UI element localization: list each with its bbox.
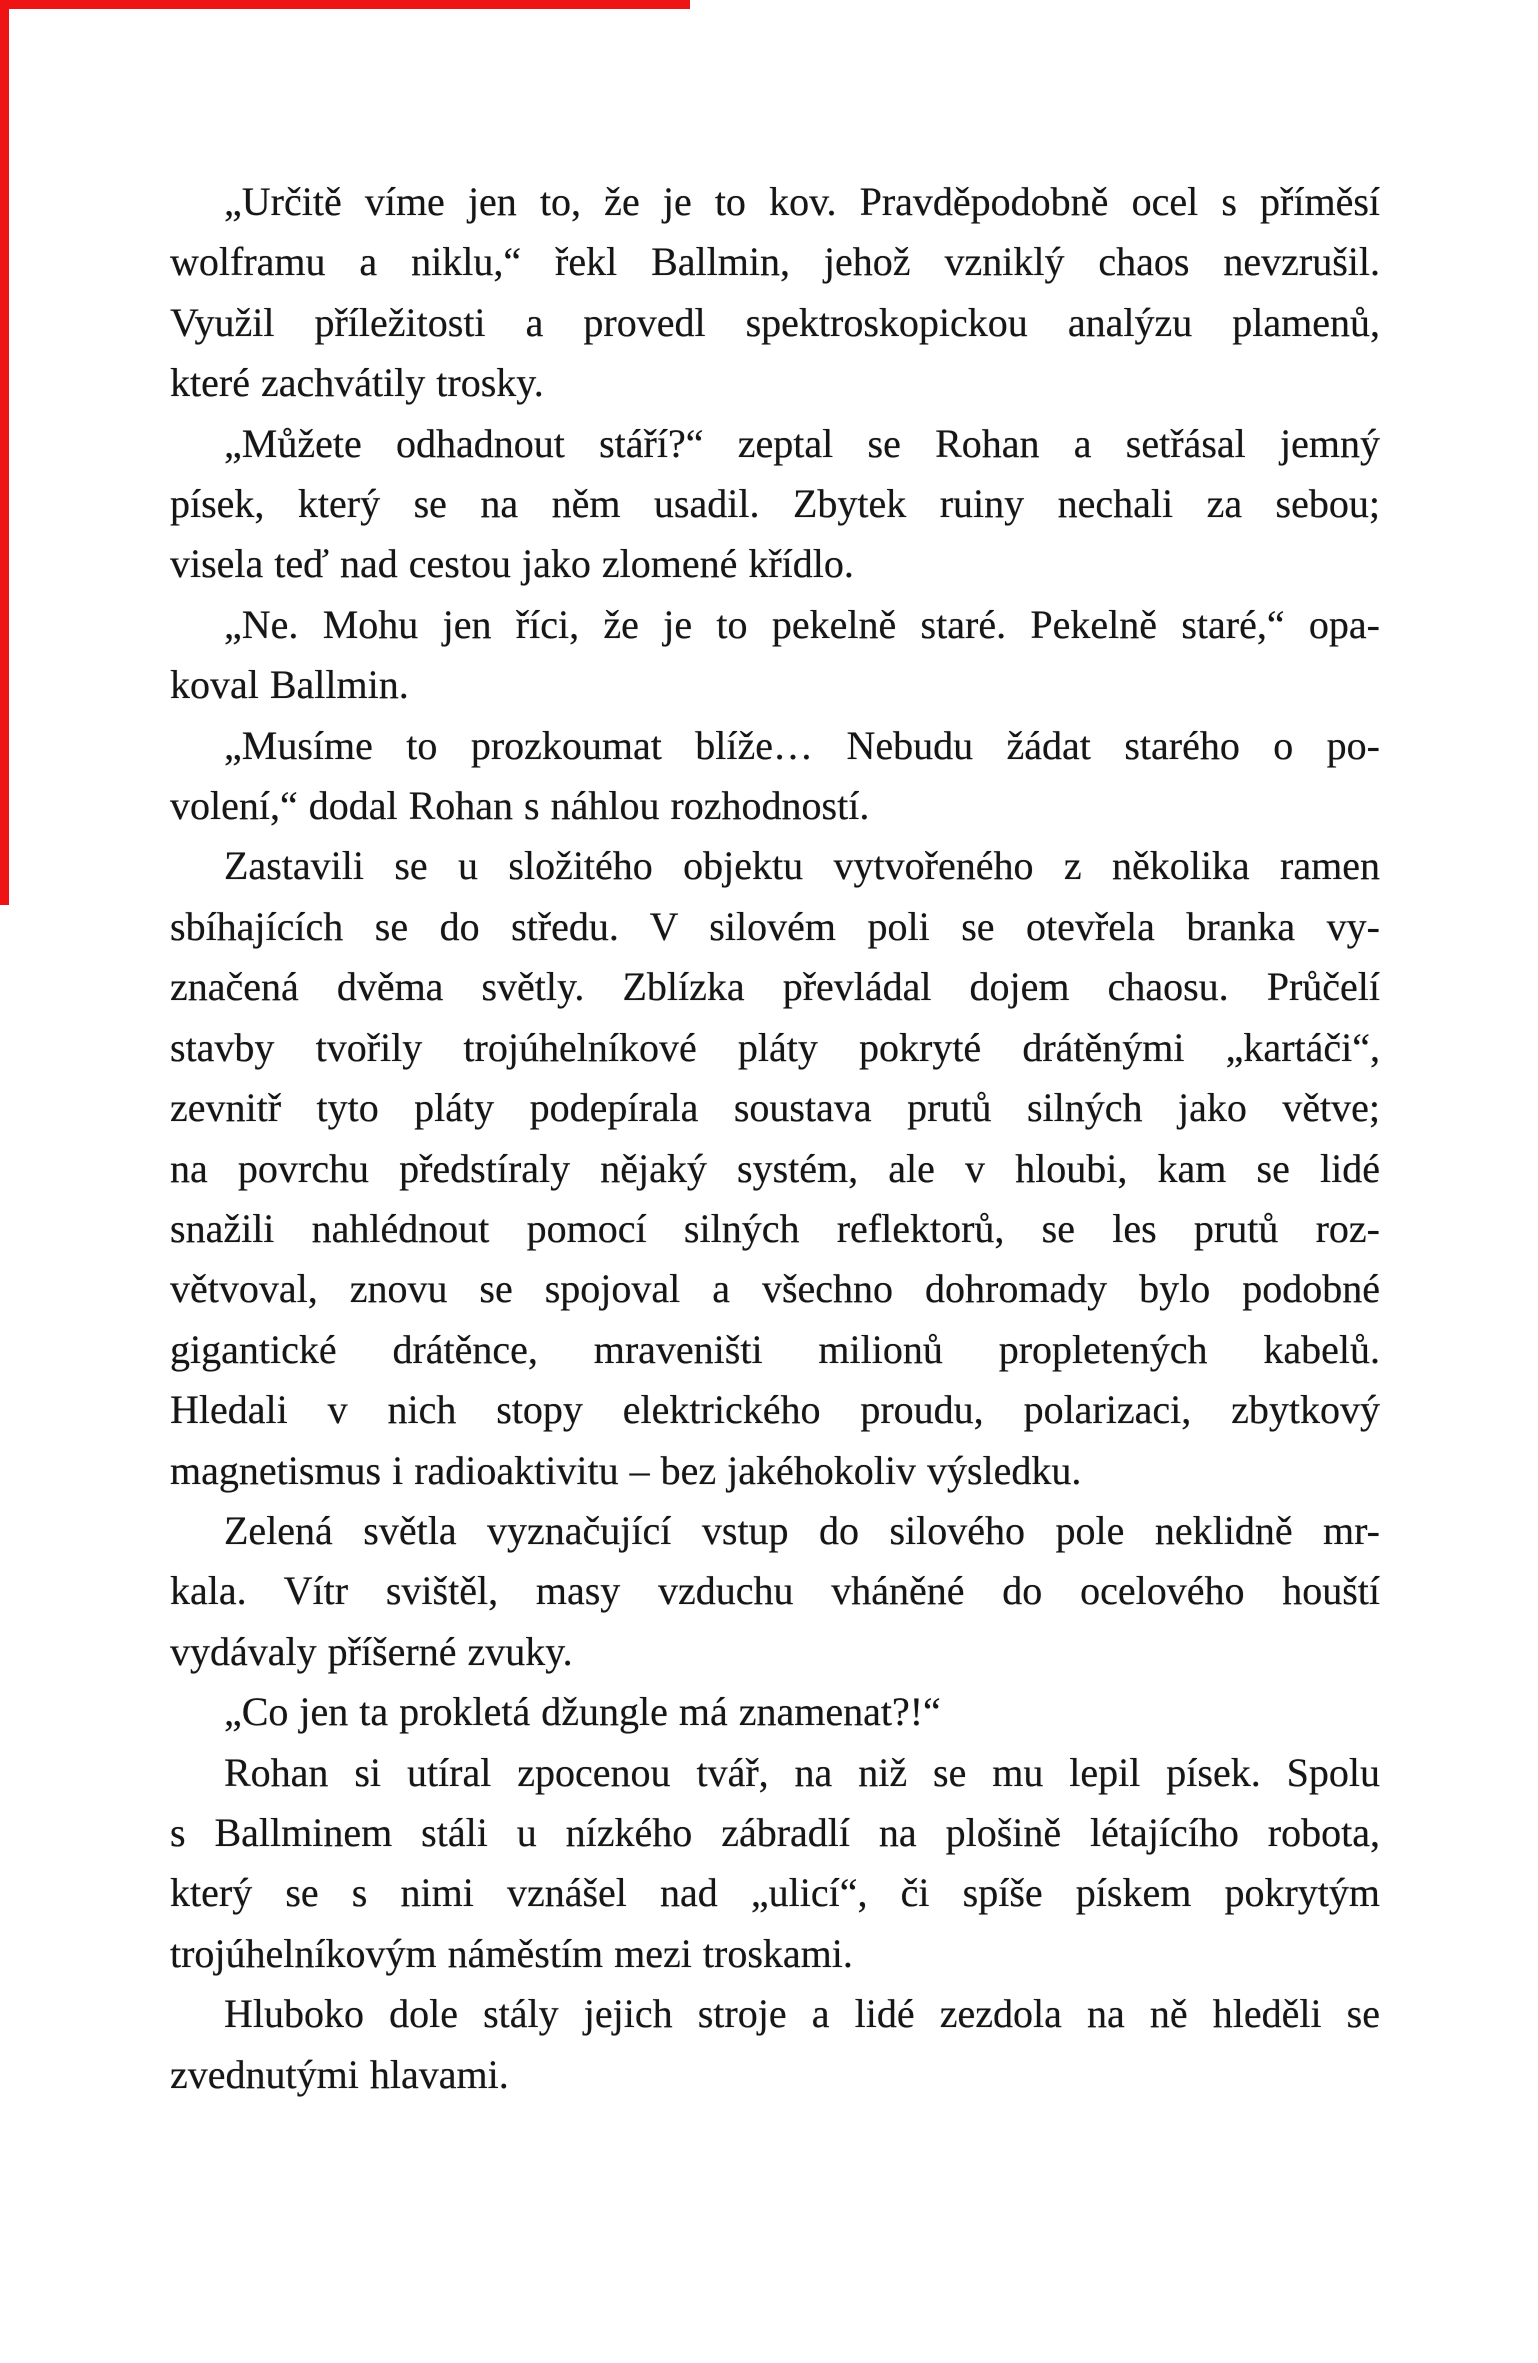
paragraph [170,595,1380,716]
text-line: kala. Vítr svištěl, masy vzduchu vháněné do ocelového houští [170,1568,1380,1614]
text-line: který se s nimi vznášel nad „ulicí“, či spíše pískem pokrytým [170,1870,1380,1916]
text-line: stavby tvořily trojúhelníkové pláty pokryté drátěnými „kartáči“, [170,1024,1380,1070]
paragraph [170,1984,1380,2105]
text-line: značená dvěma světly. Zblízka převládal dojem chaosu. Průčelí [170,964,1380,1010]
text-line: písek, který se na něm usadil. Zbytek ruiny nechali za sebou; [170,481,1380,527]
text-line: Rohan si utíral zpocenou tvář, na niž se mu lepil písek. Spolu [224,1749,1380,1795]
paragraph [170,1682,1380,1742]
text-line: Hluboko dole stály jejich stroje a lidé zezdola na ně hleděli se [224,1991,1380,2037]
text-line: koval Ballmin. [170,662,409,708]
text-line: „Můžete odhadnout stáří?“ zeptal se Rohan a setřásal jemný [224,420,1380,466]
text-line: Zelená světla vyznačující vstup do silového pole neklidně mr- [224,1507,1380,1553]
text-line: trojúhelníkovým náměstím mezi troskami. [170,1930,853,1976]
paragraph [170,716,1380,837]
paragraph [170,1743,1380,1985]
text-line: větvoval, znovu se spojoval a všechno dohromady bylo podobné [170,1266,1380,1312]
text-line: magnetismus i radioaktivitu – bez jakéhokoliv výsledku. [170,1447,1082,1493]
text-line: gigantické drátěnce, mraveništi milionů propletených kabelů. [170,1326,1380,1372]
paragraph [170,1501,1380,1682]
text-line: na povrchu předstíraly nějaký systém, ale v hloubi, kam se lidé [170,1145,1380,1191]
text-line: s Ballminem stáli u nízkého zábradlí na plošině létajícího robota, [170,1809,1380,1855]
text-line: které zachvátily trosky. [170,360,544,406]
text-line: Hledali v nich stopy elektrického proudu, polarizaci, zbytkový [170,1387,1380,1433]
red-top-edge-mark [0,0,690,9]
red-left-edge-mark [0,0,9,905]
text-line: Zastavili se u složitého objektu vytvořeného z několika ramen [224,843,1380,889]
text-line: Využil příležitosti a provedl spektroskopickou analýzu plamenů, [170,299,1380,345]
text-line: visela teď nad cestou jako zlomené křídlo. [170,541,854,587]
text-line: zvednutými hlavami. [170,2051,509,2097]
text-line: „Co jen ta prokletá džungle má znamenat?!“ [224,1689,941,1735]
paragraph [170,836,1380,1500]
text-line: „Ne. Mohu jen říci, že je to pekelně staré. Pekelně staré,“ opa- [224,601,1380,647]
text-line: vydávaly příšerné zvuky. [170,1628,573,1674]
text-line: snažili nahlédnout pomocí silných reflektorů, se les prutů roz- [170,1205,1380,1251]
text-line: volení,“ dodal Rohan s náhlou rozhodností. [170,783,870,829]
page-text-block [170,172,1380,2105]
paragraph [170,414,1380,595]
text-line: zevnitř tyto pláty podepírala soustava prutů silných jako větve; [170,1085,1380,1131]
text-line: wolframu a niklu,“ řekl Ballmin, jehož vzniklý chaos nevzrušil. [170,239,1380,285]
text-line: „Určitě víme jen to, že je to kov. Pravděpodobně ocel s příměsí [224,179,1380,224]
text-line: sbíhajících se do středu. V silovém poli se otevřela branka vy- [170,903,1380,949]
text-line: „Musíme to prozkoumat blíže… Nebudu žádat starého o po- [224,722,1380,768]
paragraph [170,172,1380,414]
